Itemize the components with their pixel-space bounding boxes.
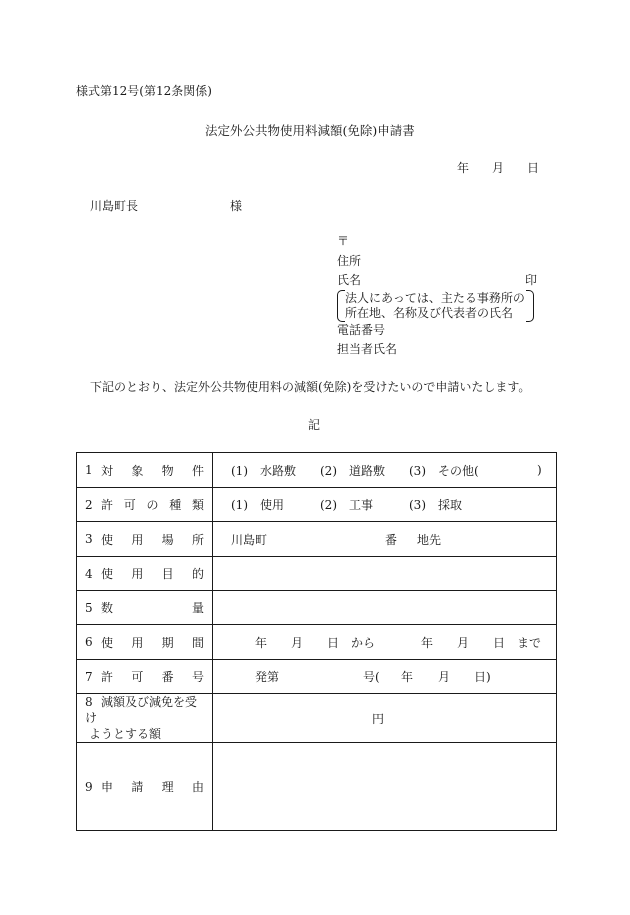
row-label-line1: 減額及び減免を受け: [85, 695, 198, 725]
row-label: 許可の種類: [101, 498, 204, 512]
quantity-cell[interactable]: [213, 591, 557, 625]
row-label-cell: [77, 453, 213, 488]
option-other-close: ): [537, 463, 542, 477]
row-label-cell: [77, 488, 213, 522]
address-label: 住所: [337, 254, 362, 268]
right-bracket: [526, 290, 534, 322]
form-number: 様式第12号(第12条関係): [76, 84, 212, 98]
left-bracket: [337, 290, 345, 322]
period-from: から: [351, 635, 376, 650]
row-number: 6: [85, 635, 93, 649]
ki-heading: 記: [308, 418, 321, 432]
form-title: 法定外公共物使用料減額(免除)申請書: [205, 123, 415, 138]
row-label-cell: [77, 522, 213, 557]
period-end-year: 年: [421, 635, 434, 650]
row-number: 4: [85, 566, 93, 581]
application-table: [76, 452, 557, 831]
row-label: 対象物件: [101, 463, 204, 478]
reduction-amount-cell[interactable]: [213, 694, 557, 743]
chisaki-label: 地先: [417, 532, 442, 547]
town-name: 川島町: [231, 532, 268, 547]
option-road: (2) 道路敷: [320, 463, 385, 478]
option-use: (1) 使用: [231, 498, 284, 512]
table-row: [77, 557, 557, 591]
row-number: 3: [85, 532, 93, 546]
application-reason-cell[interactable]: [213, 743, 557, 831]
honorific: 様: [230, 199, 243, 213]
row-label-line2: ようとする額: [89, 727, 162, 741]
table-row: [77, 660, 557, 694]
seal-mark: 印: [525, 273, 538, 287]
staff-name-label: 担当者氏名: [337, 342, 398, 356]
use-purpose-cell[interactable]: [213, 557, 557, 591]
period-end-month: 月: [457, 635, 470, 650]
period-start-day: 日: [327, 635, 340, 650]
row-label: 申請理由: [101, 780, 204, 794]
name-label: 氏名: [337, 273, 362, 287]
row-number: 8: [85, 695, 93, 709]
table-row: [77, 625, 557, 660]
row-label: 使用期間: [101, 635, 204, 650]
row-number: 2: [85, 497, 93, 512]
target-object-cell[interactable]: [213, 453, 557, 488]
row-number: 9: [85, 779, 93, 794]
date-day-label: 日: [527, 161, 540, 175]
date-month-label: 月: [492, 161, 505, 175]
row-label-cell: [77, 660, 213, 694]
go-label: 号(: [363, 670, 380, 684]
permit-type-cell[interactable]: [213, 488, 557, 522]
hatsu-label: 発第: [255, 670, 280, 684]
table-row: [77, 591, 557, 625]
row-label: 使用目的: [101, 567, 204, 581]
period-end-day: 日: [493, 635, 506, 650]
table-row: [77, 743, 557, 831]
row-number: 7: [85, 669, 93, 684]
row-number: 5: [85, 600, 93, 615]
period-start-month: 月: [291, 635, 304, 650]
permit-month: 月: [438, 670, 451, 684]
option-waterway: (1) 水路敷: [231, 463, 296, 478]
postal-mark: 〒: [337, 234, 350, 248]
period-to: まで: [517, 635, 542, 650]
addressee: 川島町長: [90, 199, 139, 213]
table-row: [77, 453, 557, 488]
row-label-cell: [77, 625, 213, 660]
corp-note-line1: 法人にあっては、主たる事務所の: [345, 291, 525, 305]
use-location-cell[interactable]: [213, 522, 557, 557]
option-other: (3) その他(: [409, 463, 479, 478]
permit-year: 年: [401, 670, 414, 684]
permit-number-cell[interactable]: [213, 660, 557, 694]
table-row: [77, 522, 557, 557]
yen-label: 円: [372, 711, 385, 726]
table-row: [77, 694, 557, 743]
row-label-cell: [77, 694, 213, 743]
row-label: 数量: [101, 601, 204, 615]
table-row: [77, 488, 557, 522]
row-label-cell: [77, 591, 213, 625]
option-extraction: (3) 採取: [409, 498, 462, 512]
request-text: 下記のとおり、法定外公共物使用料の減額(免除)を受けたいので申請いたします。: [90, 380, 531, 394]
use-period-cell[interactable]: [213, 625, 557, 660]
ban-label: 番: [385, 532, 398, 547]
period-start-year: 年: [255, 635, 268, 650]
phone-label: 電話番号: [337, 323, 386, 337]
row-label: 許可番号: [101, 670, 204, 684]
row-label-cell: [77, 743, 213, 831]
row-label: 使用場所: [101, 532, 204, 547]
date-year-label: 年: [457, 161, 470, 175]
row-number: 1: [85, 463, 93, 477]
permit-day: 日): [474, 670, 491, 684]
option-construction: (2) 工事: [320, 498, 373, 512]
row-label-cell: [77, 557, 213, 591]
corp-note-line2: 所在地、名称及び代表者の氏名: [345, 306, 514, 320]
